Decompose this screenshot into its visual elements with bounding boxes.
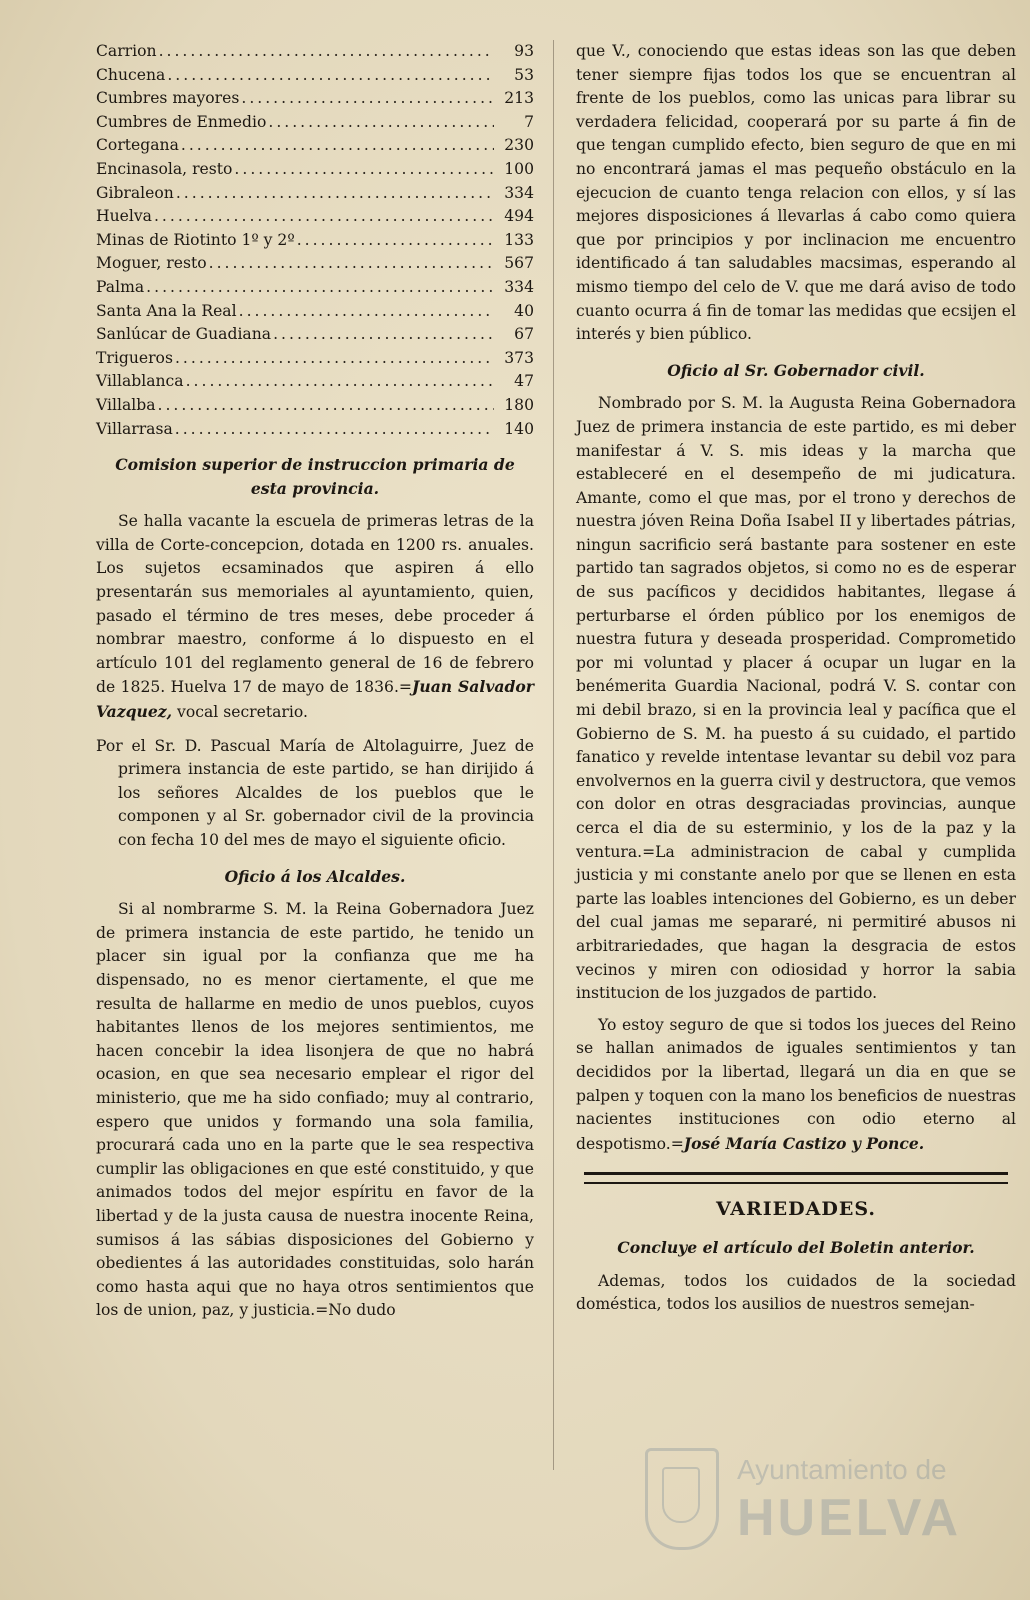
town-name: Gibraleon: [96, 183, 174, 202]
town-name: Villarrasa: [96, 419, 173, 438]
table-row: [96, 229, 534, 253]
watermark-line2: HUELVA: [737, 1489, 962, 1547]
town-value: 93: [514, 42, 534, 60]
watermark-line1: Ayuntamiento de: [737, 1454, 947, 1485]
table-row: [96, 134, 534, 158]
town-name: Cortegana: [96, 136, 179, 155]
dot-leader: [175, 347, 494, 371]
comision-signature: Juan Salvador Vazquez,: [96, 677, 535, 722]
town-value: 47: [514, 372, 534, 391]
table-row: [96, 87, 534, 111]
comision-paragraph: Se halla vacante la escuela de primeras letras de la villa de Corte-concepcion, dotada en 1200 rs. anuales. Los sujetos ecsaminados que aspiren á ello presentarán sus memoriales al ayuntamiento, quien, pasado el término de tres meses, debe proceder á nombrar maestro, conforme á lo dispuesto en el artículo 101 del reglamento general de 16 de febrero de 1825. Huelva 17 de mayo de 1836.=Juan Salvador Vazquez, vocal secretario.: [96, 512, 535, 722]
dot-leader: [154, 205, 494, 229]
dot-leader: [146, 276, 494, 300]
dot-leader: [297, 229, 494, 253]
town-value: 213: [504, 89, 534, 108]
oficio-gobernador-heading: Oficio al Sr. Gobernador civil.: [667, 360, 925, 380]
town-name: Cumbres de Enmedio: [96, 112, 267, 131]
town-value: 100: [504, 159, 534, 178]
town-value: 140: [504, 419, 534, 438]
town-name: Chucena: [96, 65, 166, 84]
column-divider: [553, 40, 554, 1470]
dot-leader: [181, 134, 494, 158]
dot-leader: [159, 40, 494, 64]
dot-leader: [241, 87, 494, 111]
town-name: Moguer, resto: [96, 254, 207, 273]
town-value: 334: [504, 183, 534, 202]
town-value: 334: [504, 277, 534, 296]
town-value: 567: [504, 254, 534, 273]
dot-leader: [186, 370, 494, 394]
variedades-subheading: Concluye el artículo del Boletin anterior.: [617, 1237, 975, 1257]
dot-leader: [176, 182, 494, 206]
town-value: 133: [504, 230, 534, 249]
table-row: [96, 205, 534, 229]
table-row: [96, 182, 534, 206]
table-row: [96, 40, 534, 64]
dot-leader: [209, 252, 494, 276]
town-value: 180: [504, 395, 534, 414]
town-name: Villablanca: [96, 372, 184, 391]
table-row: [96, 347, 534, 371]
oficio-gobernador-p2: [576, 1014, 1016, 1157]
comision-heading: Comision superior de instruccion primaria de esta provincia.: [115, 455, 515, 498]
intro-paragraph: Por el Sr. D. Pascual María de Altolaguirre, Juez de primera instancia de este partido, se han dirijido á los señores Alcaldes de los pueblos que le componen y al Sr. gobernador civil de la provincia con fecha 10 del mes de mayo el siguiente oficio.: [96, 736, 534, 849]
town-name: Minas de Riotinto 1º y 2º: [96, 230, 295, 249]
town-name: Encinasola, resto: [96, 159, 233, 178]
town-value: 53: [514, 65, 534, 84]
dot-leader: [158, 394, 494, 418]
oficio-alcaldes-body-right: que V., conociendo que estas ideas son las que deben tener siempre fijas todos los que se encuentran al frente de los pueblos, como las unicas para librar su verdadera felicidad, cooperará por su parte á fin de que tengan cumplido efecto, bien seguro de que en mi no encontrará jamas el mas pequeño obstáculo en la ejecucion de cuanto tenga relacion con ellos, y sí las mejores disposiciones á llevarlas á cabo como quiera que por principios y por inclinacion me encuentro identificado á tan saludables macsimas, esperando al mismo tiempo del celo de V. que me dará aviso de todo cuanto ocurra á fin de tomar las medidas que ecsijen el interés y bien público.: [576, 42, 1016, 344]
town-value: 373: [504, 348, 534, 367]
table-row: [96, 418, 534, 442]
ayuntamiento-watermark: [645, 1440, 975, 1560]
dot-leader: [167, 64, 494, 88]
town-name: Huelva: [96, 207, 152, 226]
oficio-alcaldes-body-left: Si al nombrarme S. M. la Reina Gobernadora Juez de primera instancia de este partido, he tenido un placer sin igual por la confianza que me ha dispensado, no es menor ciertamente, el que me resulta de hallarme en medio de unos pueblos, cuyos habitantes llenos de los mejores sentimientos, me hacen concebir la idea lisonjera de que no habrá ocasion, en que sea necesario emplear el rigor del ministerio, que me ha sido confiado; muy al contrario, espero que unidos y formando una sola familia, procurará cada uno en la parte que le sea respectiva cumplir las obligaciones en que esté constituido, y que animados todos del mejor espíritu en favor de la libertad y de la justa causa de nuestra inocente Reina, sumisos á las sábias disposiciones del Gobierno y obedientes á las autoridades constituidas, solo harán como hasta aqui que no haya otros sentimientos que los de union, paz, y justicia.=No dudo: [96, 900, 534, 1320]
town-name: Villalba: [96, 395, 156, 414]
town-name: Sanlúcar de Guadiana: [96, 325, 272, 344]
town-name: Carrion: [96, 42, 157, 60]
dot-leader: [234, 158, 494, 182]
town-value: 7: [524, 112, 534, 131]
table-row: [96, 300, 534, 324]
table-row: [96, 323, 534, 347]
comision-body: Se halla vacante la escuela de primeras letras de la villa de Corte-concepcion, dotada en 1200 rs. anuales. Los sujetos ecsaminados que aspiren á ello presentarán sus memoriales al ayuntamiento, quien, pasado el término de tres meses, debe proceder á nombrar maestro, conforme á lo dispuesto en el artículo 101 del reglamento general de 16 de febrero de 1825. Huelva 17 de mayo de 1836.: [96, 512, 534, 697]
dot-leader: [273, 323, 494, 347]
town-value: 230: [504, 136, 534, 155]
table-row: [96, 370, 534, 394]
section-double-rule: [584, 1172, 1008, 1184]
town-name: Trigueros: [96, 348, 173, 367]
town-value: 40: [514, 301, 534, 320]
oficio-alcaldes-heading: Oficio á los Alcaldes.: [224, 866, 406, 886]
town-name: Cumbres mayores: [96, 89, 240, 108]
town-value: 67: [514, 325, 534, 344]
dot-leader: [239, 300, 494, 324]
oficio-gobernador-p1: Nombrado por S. M. la Augusta Reina Gobernadora Juez de primera instancia de este partido, es mi deber manifestar á V. S. mis ideas y la marcha que estableceré en el desempeño de mi judicatura. Amante, como el que mas, por el trono y derechos de nuestra jóven Reina Doña Isabel II y libertades pátrias, ningun sacrificio será bastante para sostener en este partido tan sagrados objetos, si como no es de esperar de sus pacíficos y decididos habitantes, llegase á perturbarse el órden público por los enemigos de nuestra futura y deseada prosperidad. Comprometido por mi voluntad y placer á ocupar un lugar en la benémerita Guardia Nacional, podrá V. S. contar con mi debil brazo, si en la provincia leal y pacífica que el Gobierno de S. M. ha puesto á su cuidado, el partido fanatico y revelde intentase levantar su debil voz para envolvernos en la guerra civil y destructora, que vemos con dolor en otras desgraciadas provincias, aunque cerca el dia de su esterminio, y los de la paz y la ventura.=La administracion de cabal y cumplida justicia y mi constante anelo por que se llenen en esta parte las loables intenciones del Gobierno, es un deber del cual jamas me separaré, ni permitiré abusos ni arbitrariedades, que hagan la desgracia de estos vecinos y miren con odiosidad y horror la sabia institucion de los juzgados de partido.: [576, 394, 1016, 1003]
left-column: [96, 40, 534, 1331]
oficio-gobernador-p2-text: Yo estoy seguro de que si todos los jueces del Reino se hallan animados de iguales sentimientos y tan decididos por la libertad, llegará un dia en que se palpen y toquen con la mano los beneficios de nuestras nacientes instituciones con odio eterno al despotismo.=: [576, 1015, 1016, 1153]
comision-signature-tail: vocal secretario.: [177, 703, 308, 722]
city-shield-icon: [645, 1448, 719, 1550]
town-name: Palma: [96, 277, 145, 296]
right-column: [576, 40, 1016, 1325]
table-row: [96, 276, 534, 300]
table-row: [96, 158, 534, 182]
table-row: [96, 111, 534, 135]
table-row: [96, 64, 534, 88]
variedades-title: VARIEDADES.: [715, 1198, 876, 1221]
variedades-body: Ademas, todos los cuidados de la sociedad doméstica, todos los ausilios de nuestros semejan-: [576, 1271, 1016, 1314]
table-row: [96, 252, 534, 276]
dot-leader: [268, 111, 494, 135]
table-row: [96, 394, 534, 418]
towns-table: [96, 40, 534, 441]
town-value: 494: [504, 207, 534, 226]
oficio-gobernador-signature: José María Castizo y Ponce.: [683, 1133, 925, 1153]
dot-leader: [175, 418, 494, 442]
town-name: Santa Ana la Real: [96, 301, 237, 320]
